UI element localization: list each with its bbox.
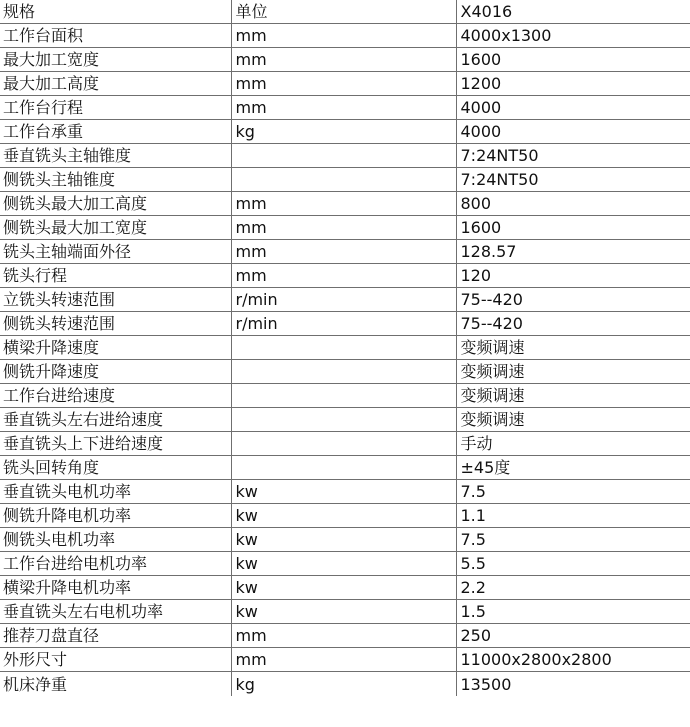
spec-name-cell: 铣头行程	[0, 264, 231, 288]
table-row	[0, 192, 690, 216]
spec-value-cell: 7.5	[456, 480, 690, 504]
spec-unit-cell: kw	[231, 576, 456, 600]
spec-unit-cell: kw	[231, 504, 456, 528]
table-row	[0, 528, 690, 552]
spec-name-cell: 垂直铣头主轴锥度	[0, 144, 231, 168]
table-row	[0, 216, 690, 240]
table-row	[0, 672, 690, 697]
spec-unit-cell: mm	[231, 216, 456, 240]
spec-name-cell: 侧铣头最大加工宽度	[0, 216, 231, 240]
spec-name-cell: 横梁升降速度	[0, 336, 231, 360]
spec-unit-cell: mm	[231, 624, 456, 648]
spec-value-cell: 11000x2800x2800	[456, 648, 690, 672]
spec-unit-cell	[231, 432, 456, 456]
spec-name-cell: 工作台行程	[0, 96, 231, 120]
spec-name-cell: 侧铣头最大加工高度	[0, 192, 231, 216]
table-row	[0, 168, 690, 192]
spec-value-cell: 13500	[456, 672, 690, 697]
spec-name-cell: 推荐刀盘直径	[0, 624, 231, 648]
spec-name-cell: 铣头主轴端面外径	[0, 240, 231, 264]
spec-unit-cell: kg	[231, 672, 456, 697]
table-row	[0, 648, 690, 672]
spec-name-cell: 铣头回转角度	[0, 456, 231, 480]
spec-unit-cell: mm	[231, 192, 456, 216]
spec-value-cell: 2.2	[456, 576, 690, 600]
header-model-cell: X4016	[456, 0, 690, 24]
table-row	[0, 432, 690, 456]
spec-name-cell: 最大加工高度	[0, 72, 231, 96]
spec-unit-cell	[231, 360, 456, 384]
spec-value-cell: 1.1	[456, 504, 690, 528]
spec-name-cell: 垂直铣头上下进给速度	[0, 432, 231, 456]
table-row	[0, 360, 690, 384]
table-header-row	[0, 0, 690, 24]
spec-name-cell: 侧铣升降电机功率	[0, 504, 231, 528]
table-row	[0, 24, 690, 48]
spec-unit-cell: mm	[231, 240, 456, 264]
table-row	[0, 600, 690, 624]
table-row	[0, 48, 690, 72]
table-row	[0, 480, 690, 504]
spec-unit-cell: kg	[231, 120, 456, 144]
spec-unit-cell: kw	[231, 528, 456, 552]
table-row	[0, 384, 690, 408]
spec-name-cell: 工作台承重	[0, 120, 231, 144]
spec-unit-cell: r/min	[231, 288, 456, 312]
spec-value-cell: 120	[456, 264, 690, 288]
table-row	[0, 264, 690, 288]
table-row	[0, 144, 690, 168]
table-row	[0, 576, 690, 600]
spec-unit-cell	[231, 336, 456, 360]
spec-unit-cell	[231, 144, 456, 168]
spec-value-cell: 4000	[456, 96, 690, 120]
spec-name-cell: 机床净重	[0, 672, 231, 697]
spec-value-cell: 变频调速	[456, 360, 690, 384]
table-row	[0, 288, 690, 312]
spec-unit-cell: mm	[231, 24, 456, 48]
spec-name-cell: 侧铣头转速范围	[0, 312, 231, 336]
spec-unit-cell: mm	[231, 648, 456, 672]
table-row	[0, 72, 690, 96]
spec-unit-cell: kw	[231, 600, 456, 624]
spec-value-cell: 250	[456, 624, 690, 648]
spec-value-cell: 变频调速	[456, 384, 690, 408]
spec-unit-cell: kw	[231, 480, 456, 504]
spec-value-cell: ±45度	[456, 456, 690, 480]
spec-unit-cell: mm	[231, 48, 456, 72]
table-row	[0, 120, 690, 144]
spec-unit-cell	[231, 408, 456, 432]
spec-name-cell: 侧铣头主轴锥度	[0, 168, 231, 192]
spec-unit-cell: r/min	[231, 312, 456, 336]
spec-value-cell: 1600	[456, 216, 690, 240]
spec-value-cell: 75--420	[456, 288, 690, 312]
table-row	[0, 312, 690, 336]
spec-value-cell: 1600	[456, 48, 690, 72]
spec-name-cell: 垂直铣头电机功率	[0, 480, 231, 504]
table-row	[0, 552, 690, 576]
table-row	[0, 504, 690, 528]
spec-name-cell: 垂直铣头左右进给速度	[0, 408, 231, 432]
spec-value-cell: 75--420	[456, 312, 690, 336]
spec-value-cell: 变频调速	[456, 408, 690, 432]
spec-value-cell: 手动	[456, 432, 690, 456]
table-row	[0, 96, 690, 120]
spec-value-cell: 800	[456, 192, 690, 216]
spec-value-cell: 4000	[456, 120, 690, 144]
spec-name-cell: 工作台面积	[0, 24, 231, 48]
spec-unit-cell	[231, 456, 456, 480]
spec-value-cell: 7.5	[456, 528, 690, 552]
spec-name-cell: 立铣头转速范围	[0, 288, 231, 312]
spec-name-cell: 外形尺寸	[0, 648, 231, 672]
spec-value-cell: 4000x1300	[456, 24, 690, 48]
spec-value-cell: 1200	[456, 72, 690, 96]
spec-name-cell: 工作台进给电机功率	[0, 552, 231, 576]
spec-name-cell: 工作台进给速度	[0, 384, 231, 408]
spec-value-cell: 7:24NT50	[456, 144, 690, 168]
spec-value-cell: 变频调速	[456, 336, 690, 360]
spec-unit-cell	[231, 168, 456, 192]
spec-value-cell: 1.5	[456, 600, 690, 624]
table-row	[0, 336, 690, 360]
spec-name-cell: 垂直铣头左右电机功率	[0, 600, 231, 624]
spec-name-cell: 侧铣头电机功率	[0, 528, 231, 552]
spec-unit-cell	[231, 384, 456, 408]
spec-unit-cell: kw	[231, 552, 456, 576]
spec-unit-cell: mm	[231, 72, 456, 96]
spec-value-cell: 128.57	[456, 240, 690, 264]
spec-name-cell: 最大加工宽度	[0, 48, 231, 72]
table-row	[0, 240, 690, 264]
spec-value-cell: 7:24NT50	[456, 168, 690, 192]
table-row	[0, 624, 690, 648]
spec-unit-cell: mm	[231, 264, 456, 288]
table-row	[0, 456, 690, 480]
table-row	[0, 408, 690, 432]
spec-name-cell: 横梁升降电机功率	[0, 576, 231, 600]
spec-unit-cell: mm	[231, 96, 456, 120]
header-unit-cell: 单位	[231, 0, 456, 24]
spec-name-cell: 侧铣升降速度	[0, 360, 231, 384]
header-spec-cell: 规格	[0, 0, 231, 24]
spec-value-cell: 5.5	[456, 552, 690, 576]
